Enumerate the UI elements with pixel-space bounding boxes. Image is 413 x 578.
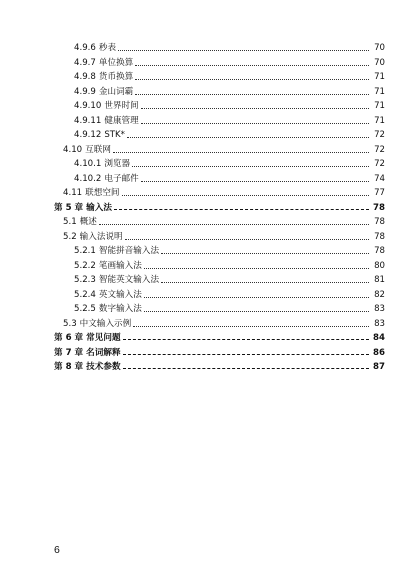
toc-entry-number: 4.9.7: [74, 57, 96, 68]
toc-entry-number: 4.10: [63, 144, 83, 155]
toc-entry-page: 78: [373, 202, 385, 213]
toc-entry[interactable]: [63, 318, 385, 330]
toc-entry-page: 78: [374, 231, 385, 242]
toc-entry[interactable]: [54, 347, 385, 359]
toc-entry-label: [63, 231, 123, 243]
toc-entry-number: 4.9.12: [74, 130, 102, 140]
toc-entry[interactable]: [74, 289, 385, 301]
toc-entry-title: 秒表: [98, 43, 117, 53]
toc-entry-label: [74, 274, 159, 286]
toc-entry[interactable]: [74, 245, 385, 257]
toc-entry-number: 第 5 章: [54, 202, 84, 213]
toc-entry-title: 单位换算: [98, 57, 134, 68]
toc-entry[interactable]: [74, 115, 385, 127]
toc-entry[interactable]: [74, 57, 385, 69]
toc-entry-title: 概述: [79, 217, 97, 227]
toc-entry-title: 金山词霸: [98, 86, 134, 97]
toc-leader-dots: [144, 308, 369, 312]
toc-entry[interactable]: [63, 231, 385, 243]
toc-entry-label: [74, 158, 130, 170]
toc-entry-number: 5.2.3: [74, 275, 96, 285]
toc-entry-number: 4.9.10: [74, 101, 102, 111]
toc-entry-page: 80: [374, 260, 385, 271]
toc-entry-number: 5.2.5: [74, 304, 96, 314]
toc-entry-page: 83: [374, 318, 385, 329]
toc-entry-number: 5.2.1: [74, 246, 96, 256]
toc-entry-page: 71: [374, 72, 385, 82]
toc-leader-dots: [141, 178, 369, 182]
toc-leader-dots: [135, 91, 369, 95]
toc-entry-title: 浏览器: [104, 159, 131, 169]
toc-entry[interactable]: [74, 158, 385, 170]
toc-entry[interactable]: [74, 100, 385, 112]
toc-entry-label: [63, 216, 97, 228]
toc-leader-dots: [123, 336, 369, 340]
toc-entry[interactable]: [54, 202, 385, 214]
toc-entry-page: 83: [374, 304, 385, 314]
toc-leader-dots: [114, 206, 369, 210]
toc-entry-label: [54, 202, 112, 214]
toc-entry-title: 英文输入法: [98, 289, 142, 300]
toc-entry[interactable]: [54, 332, 385, 344]
toc-entry-number: 5.1: [63, 217, 77, 227]
toc-entry-title: 输入法说明: [79, 231, 123, 242]
toc-entry-title: 智能英文输入法: [98, 275, 160, 285]
toc-entry-label: [63, 318, 131, 330]
toc-leader-dots: [141, 120, 369, 124]
toc-entry-title: 中文输入示例: [79, 318, 132, 329]
toc-entry-label: [54, 361, 121, 373]
toc-entry-label: [54, 347, 121, 359]
toc-entry[interactable]: [54, 361, 385, 373]
toc-entry-title: 电子邮件: [104, 173, 139, 184]
toc-entry-page: 71: [374, 101, 385, 111]
toc-entry-title: 名词解释: [86, 347, 121, 358]
toc-entry-page: 71: [374, 86, 385, 97]
toc-entry[interactable]: [63, 216, 385, 228]
toc-entry-page: 72: [374, 144, 385, 155]
toc-entry[interactable]: [74, 274, 385, 286]
toc-leader-dots: [133, 323, 369, 327]
toc-entry-title: 互联网: [85, 144, 111, 155]
toc-entry[interactable]: [63, 187, 385, 199]
toc-leader-dots: [144, 294, 369, 298]
toc-entry-page: 77: [374, 188, 385, 198]
toc-entry-title: 输入法: [86, 202, 112, 213]
toc-entry[interactable]: [74, 42, 385, 54]
toc-entry-page: 74: [374, 173, 385, 184]
toc-entry-page: 78: [374, 217, 385, 227]
toc-entry[interactable]: [74, 303, 385, 315]
toc-leader-dots: [132, 163, 369, 167]
toc-entry-title: 技术参数: [86, 362, 121, 372]
toc-entry-page: 86: [373, 347, 385, 358]
toc-leader-dots: [141, 105, 369, 109]
toc-entry-title: 数字输入法: [98, 304, 142, 314]
toc-leader-dots: [118, 47, 369, 51]
toc-entry-title: 健康管理: [104, 115, 139, 126]
toc-entry-number: 4.9.6: [74, 43, 96, 53]
toc-entry-label: [74, 100, 139, 112]
toc-entry[interactable]: [74, 86, 385, 98]
toc-entry-label: [74, 129, 125, 141]
toc-entry-number: 5.3: [63, 318, 77, 329]
toc-entry-number: 4.10.1: [74, 159, 102, 169]
toc-entry-page: 70: [374, 57, 385, 68]
toc-entry-label: [74, 42, 116, 54]
toc-leader-dots: [125, 236, 369, 240]
toc-entry-page: 82: [374, 289, 385, 300]
toc-entry[interactable]: [74, 71, 385, 83]
toc-entry-number: 5.2.4: [74, 289, 96, 300]
toc-entry[interactable]: [74, 260, 385, 272]
toc-entry-label: [74, 303, 142, 315]
toc-entry[interactable]: [63, 144, 385, 156]
toc-entry[interactable]: [74, 173, 385, 185]
toc-entry-label: [63, 144, 111, 156]
toc-entry-page: 72: [374, 130, 385, 140]
toc-entry-page: 81: [374, 275, 385, 285]
toc-entry-label: [74, 260, 142, 272]
toc-leader-dots: [123, 365, 369, 369]
toc-leader-dots: [135, 62, 369, 66]
toc-entry-label: [74, 245, 159, 257]
toc-entry-title: 世界时间: [104, 101, 139, 111]
toc-entry-title: 笔画输入法: [98, 260, 142, 271]
toc-entry-number: 5.2.2: [74, 260, 96, 271]
toc-entry-label: [74, 57, 133, 69]
toc-entry-page: 78: [374, 246, 385, 256]
toc-entry-page: 84: [373, 333, 385, 343]
toc-entry-number: 第 7 章: [54, 347, 84, 358]
toc-leader-dots: [123, 351, 369, 355]
toc-entry-label: [63, 187, 120, 199]
toc-entry-number: 4.10.2: [74, 173, 102, 184]
toc-entry-title: 货币换算: [98, 72, 134, 82]
toc-entry-title: 智能拼音输入法: [98, 246, 160, 256]
toc-entry-number: 5.2: [63, 231, 77, 242]
toc-entry-number: 4.9.8: [74, 72, 96, 82]
toc-leader-dots: [161, 279, 369, 283]
toc-leader-dots: [99, 221, 369, 225]
toc-entry-label: [74, 71, 133, 83]
toc-leader-dots: [144, 265, 369, 269]
toc-entry-page: 87: [373, 362, 385, 372]
toc-entry-page: 71: [374, 115, 385, 126]
page-number: 6: [54, 544, 60, 556]
toc-entry-label: [74, 173, 139, 185]
toc-entry-page: 70: [374, 43, 385, 53]
toc-entry-label: [54, 332, 121, 344]
toc-entry-title: 常见问题: [86, 333, 121, 343]
toc-entry-title: 联想空间: [85, 188, 120, 198]
toc-entry-label: [74, 115, 139, 127]
toc-entry-page: 72: [374, 159, 385, 169]
toc-entry-number: 第 8 章: [54, 362, 84, 372]
toc-leader-dots: [135, 76, 369, 80]
toc-leader-dots: [113, 149, 369, 153]
toc-entry-number: 4.9.11: [74, 115, 102, 126]
toc-entry-number: 4.9.9: [74, 86, 96, 97]
toc-entry-label: [74, 86, 133, 98]
toc-leader-dots: [122, 192, 369, 196]
toc-leader-dots: [161, 250, 369, 254]
toc-leader-dots: [127, 134, 369, 138]
toc-entry[interactable]: [74, 129, 385, 141]
toc-entry-title: STK*: [104, 130, 125, 140]
toc-entry-number: 第 6 章: [54, 333, 84, 343]
toc-entry-label: [74, 289, 142, 301]
toc-entry-number: 4.11: [63, 188, 83, 198]
